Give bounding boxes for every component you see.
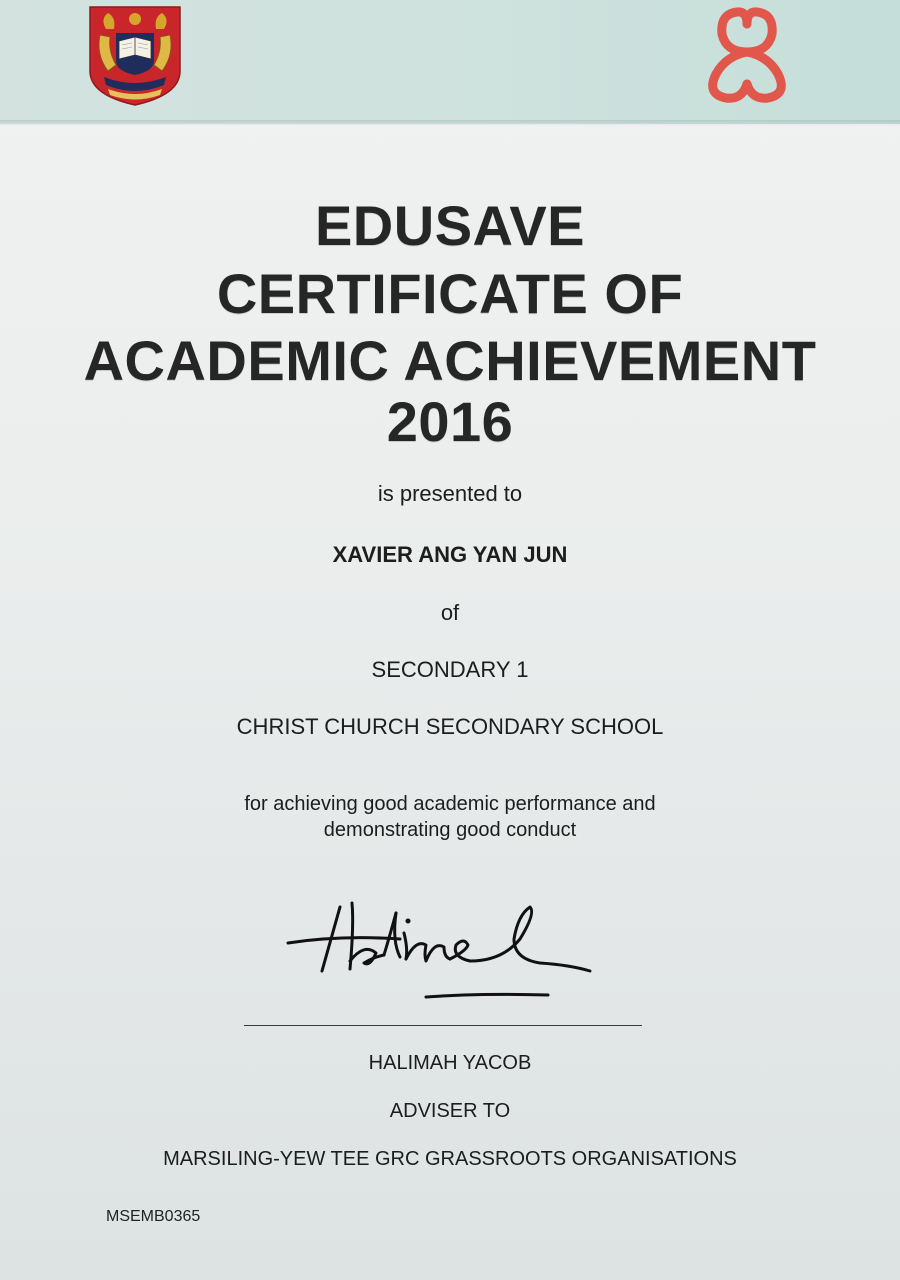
handwritten-signature bbox=[280, 895, 610, 1015]
paper-edge bbox=[0, 120, 900, 126]
signatory-role: ADVISER TO bbox=[389, 1100, 511, 1122]
serial-number: MSEMB0365 bbox=[106, 1208, 201, 1225]
signature-line bbox=[244, 1025, 642, 1026]
award-reason-line-2: demonstrating good conduct bbox=[323, 819, 577, 841]
signatory-organisation: MARSILING-YEW TEE GRC GRASSROOTS ORGANISATIONS bbox=[163, 1148, 737, 1170]
certificate-title-line-2: CERTIFICATE OF bbox=[216, 262, 684, 325]
academic-level: SECONDARY 1 bbox=[371, 657, 529, 682]
singapore-crest-icon bbox=[86, 5, 184, 106]
presented-to-text: is presented to bbox=[377, 481, 523, 506]
award-reason bbox=[0, 791, 900, 843]
signatory-name: HALIMAH YACOB bbox=[368, 1052, 532, 1074]
of-text: of bbox=[440, 600, 460, 625]
certificate-title-line-1: EDUSAVE bbox=[314, 194, 586, 257]
recipient-name: XAVIER ANG YAN JUN bbox=[332, 542, 568, 567]
award-reason-line-1: for achieving good academic performance and bbox=[244, 793, 656, 815]
grassroots-logo-icon bbox=[692, 4, 802, 106]
school-name: CHRIST CHURCH SECONDARY SCHOOL bbox=[236, 714, 664, 739]
certificate-title-line-3: ACADEMIC ACHIEVEMENT bbox=[83, 329, 817, 392]
certificate-year: 2016 bbox=[386, 390, 514, 453]
